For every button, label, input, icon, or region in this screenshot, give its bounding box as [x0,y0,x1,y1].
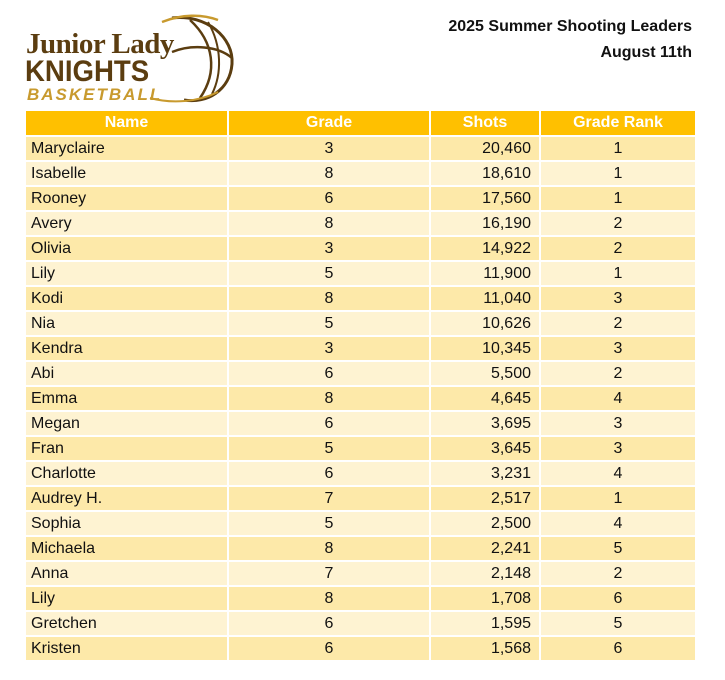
cell-grade: 3 [228,136,430,161]
cell-shots: 10,626 [430,311,540,336]
column-header-grade: Grade [228,111,430,136]
cell-shots: 2,148 [430,561,540,586]
cell-grade-rank: 1 [540,261,695,286]
cell-grade: 3 [228,336,430,361]
cell-shots: 3,645 [430,436,540,461]
cell-shots: 10,345 [430,336,540,361]
cell-grade: 5 [228,311,430,336]
cell-grade: 5 [228,436,430,461]
cell-grade: 6 [228,611,430,636]
cell-shots: 20,460 [430,136,540,161]
cell-name: Sophia [26,511,228,536]
cell-name: Kendra [26,336,228,361]
table-row [26,286,695,311]
cell-grade: 8 [228,161,430,186]
cell-grade-rank: 2 [540,236,695,261]
cell-grade-rank: 5 [540,536,695,561]
cell-grade: 6 [228,461,430,486]
cell-shots: 18,610 [430,161,540,186]
cell-shots: 14,922 [430,236,540,261]
cell-shots: 16,190 [430,211,540,236]
cell-shots: 2,500 [430,511,540,536]
cell-name: Isabelle [26,161,228,186]
logo-line-1: Junior Lady [26,28,174,60]
table-row [26,411,695,436]
cell-name: Megan [26,411,228,436]
cell-name: Kodi [26,286,228,311]
cell-grade-rank: 4 [540,461,695,486]
cell-name: Rooney [26,186,228,211]
logo-line-3: BASKETBALL [27,85,163,104]
cell-grade: 6 [228,636,430,661]
cell-name: Lily [26,261,228,286]
cell-grade-rank: 1 [540,186,695,211]
cell-grade-rank: 4 [540,386,695,411]
cell-shots: 3,231 [430,461,540,486]
cell-name: Abi [26,361,228,386]
cell-shots: 1,708 [430,586,540,611]
table-row [26,486,695,511]
cell-shots: 2,241 [430,536,540,561]
table-row [26,361,695,386]
cell-shots: 5,500 [430,361,540,386]
logo-line-2: KNIGHTS [25,55,150,88]
cell-name: Maryclaire [26,136,228,161]
cell-grade-rank: 1 [540,161,695,186]
table-row [26,436,695,461]
cell-shots: 2,517 [430,486,540,511]
cell-name: Lily [26,586,228,611]
table-header-row [26,111,695,136]
leaders-table [26,111,695,662]
cell-grade: 6 [228,186,430,211]
page-title: 2025 Summer Shooting Leaders [448,18,692,35]
cell-grade: 8 [228,386,430,411]
cell-shots: 3,695 [430,411,540,436]
cell-grade-rank: 2 [540,211,695,236]
table-row [26,561,695,586]
cell-grade-rank: 6 [540,586,695,611]
cell-grade-rank: 4 [540,511,695,536]
table-row [26,586,695,611]
logo [22,12,242,104]
cell-shots: 1,595 [430,611,540,636]
table-row [26,186,695,211]
cell-name: Kristen [26,636,228,661]
cell-grade-rank: 3 [540,411,695,436]
table-row [26,386,695,411]
cell-grade: 8 [228,586,430,611]
column-header-name: Name [26,111,228,136]
cell-grade: 6 [228,411,430,436]
cell-shots: 11,900 [430,261,540,286]
cell-grade: 7 [228,561,430,586]
column-header-grade-rank: Grade Rank [540,111,695,136]
table-row [26,536,695,561]
cell-grade-rank: 3 [540,286,695,311]
column-header-shots: Shots [430,111,540,136]
cell-grade-rank: 3 [540,436,695,461]
table-row [26,136,695,161]
table-row [26,611,695,636]
table-row [26,236,695,261]
table-row [26,161,695,186]
table-row [26,311,695,336]
table-row [26,211,695,236]
cell-name: Michaela [26,536,228,561]
cell-grade: 5 [228,261,430,286]
cell-name: Fran [26,436,228,461]
cell-shots: 17,560 [430,186,540,211]
leaders-table-container [26,111,695,662]
cell-grade: 3 [228,236,430,261]
table-row [26,336,695,361]
cell-grade: 5 [228,511,430,536]
cell-grade: 6 [228,361,430,386]
cell-grade-rank: 2 [540,311,695,336]
cell-grade-rank: 3 [540,336,695,361]
cell-grade: 8 [228,536,430,561]
cell-grade: 8 [228,211,430,236]
cell-grade: 7 [228,486,430,511]
cell-name: Charlotte [26,461,228,486]
cell-grade-rank: 1 [540,136,695,161]
cell-grade-rank: 5 [540,611,695,636]
cell-shots: 4,645 [430,386,540,411]
cell-grade-rank: 6 [540,636,695,661]
cell-name: Anna [26,561,228,586]
cell-shots: 1,568 [430,636,540,661]
cell-name: Gretchen [26,611,228,636]
cell-grade: 8 [228,286,430,311]
table-row [26,461,695,486]
cell-name: Emma [26,386,228,411]
cell-grade-rank: 2 [540,561,695,586]
cell-name: Olivia [26,236,228,261]
cell-grade-rank: 1 [540,486,695,511]
table-body [26,136,695,661]
title-block [448,14,692,66]
cell-grade-rank: 2 [540,361,695,386]
cell-name: Avery [26,211,228,236]
cell-name: Audrey H. [26,486,228,511]
table-row [26,511,695,536]
cell-name: Nia [26,311,228,336]
page-date: August 11th [600,44,692,61]
table-row [26,636,695,661]
cell-shots: 11,040 [430,286,540,311]
table-row [26,261,695,286]
